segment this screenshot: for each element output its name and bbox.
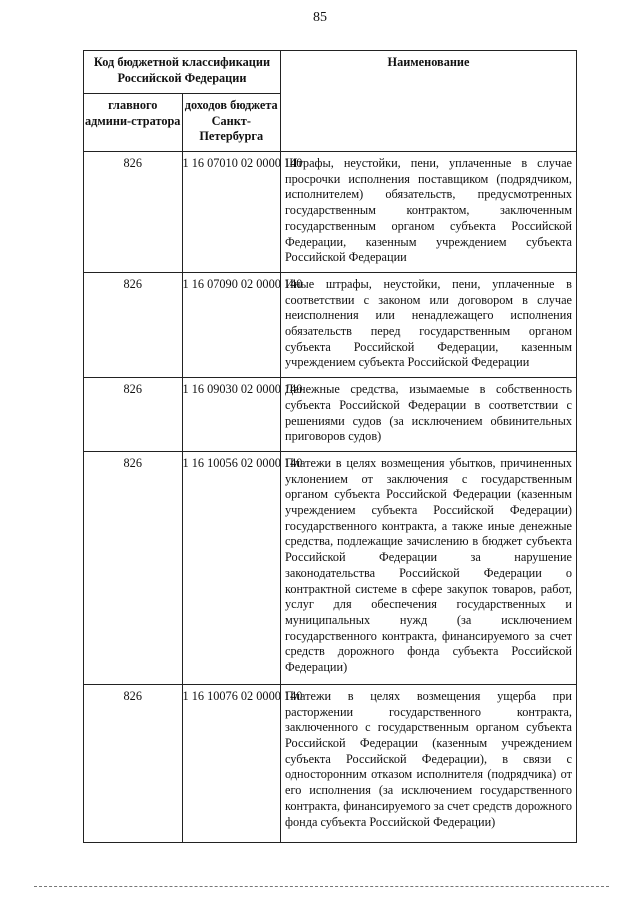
admin-code-cell: 826 (84, 684, 183, 842)
table-row (84, 684, 577, 842)
revenue-code-cell: 1 16 07010 02 0000 140 (182, 152, 281, 273)
name-cell: Иные штрафы, неустойки, пени, уплаченные в соответствии с законом или договором в случае неисполнения или ненадлежащего исполнения обязательств перед государственным органом субъекта Российской Федерации, казенным учреждением субъекта Российской Федерации (281, 272, 577, 377)
header-row-main (84, 51, 577, 94)
admin-code-cell: 826 (84, 378, 183, 452)
name-cell: Денежные средства, изымаемые в собственность субъекта Российской Федерации в соответствии с решениями судов (за исключением обвинительных приговоров судов) (281, 378, 577, 452)
name-cell: Платежи в целях возмещения убытков, причиненных уклонением от заключения с государственным органом субъекта Российской Федерации (казенным учреждением субъекта Российской Федерации) государственного контракта, а также иные денежные средства, подлежащие зачислению в бюджет субъекта Российской Федерации за нарушение законодательства Российской Федерации о контрактной системе в сфере закупок товаров, работ, услуг для обеспечения государственных и муниципальных нужд (за исключением государственного контракта, финансируемого за счет средств дорожного фонда субъекта Российской Федерации) (281, 451, 577, 684)
table-row (84, 451, 577, 684)
header-revenue-code: доходов бюджета Санкт-Петербурга (182, 94, 281, 152)
page-number: 85 (313, 10, 327, 25)
revenue-code-cell: 1 16 10076 02 0000 140 (182, 684, 281, 842)
table-row (84, 152, 577, 273)
admin-code-cell: 826 (84, 451, 183, 684)
revenue-code-cell: 1 16 10056 02 0000 140 (182, 451, 281, 684)
name-cell: Платежи в целях возмещения ущерба при расторжении государственного контракта, заключенного с государственным органом субъекта Российской Федерации (казенным учреждением субъекта Российской Федерации), в связи с односторонним отказом исполнителя (подрядчика) от его исполнения (за исключением государственного контракта, финансируемого за счет средств дорожного фонда субъекта Российской Федерации) (281, 684, 577, 842)
name-cell: Штрафы, неустойки, пени, уплаченные в случае просрочки исполнения поставщиком (подрядчиком, исполнителем) обязательств, предусмотренных государственным контрактом, заключенным государственным органом субъекта Российской Федерации, казенным учреждением субъекта Российской Федерации (281, 152, 577, 273)
admin-code-cell: 826 (84, 272, 183, 377)
table-row (84, 272, 577, 377)
budget-classification-table (83, 50, 577, 843)
table-row (84, 378, 577, 452)
revenue-code-cell: 1 16 07090 02 0000 140 (182, 272, 281, 377)
header-chief-admin: главного админи-стратора (84, 94, 183, 152)
header-code-group: Код бюджетной классификации Российской Федерации (84, 51, 281, 94)
header-name: Наименование (281, 51, 577, 152)
scan-bottom-rule (34, 886, 609, 887)
revenue-code-cell: 1 16 09030 02 0000 140 (182, 378, 281, 452)
admin-code-cell: 826 (84, 152, 183, 273)
